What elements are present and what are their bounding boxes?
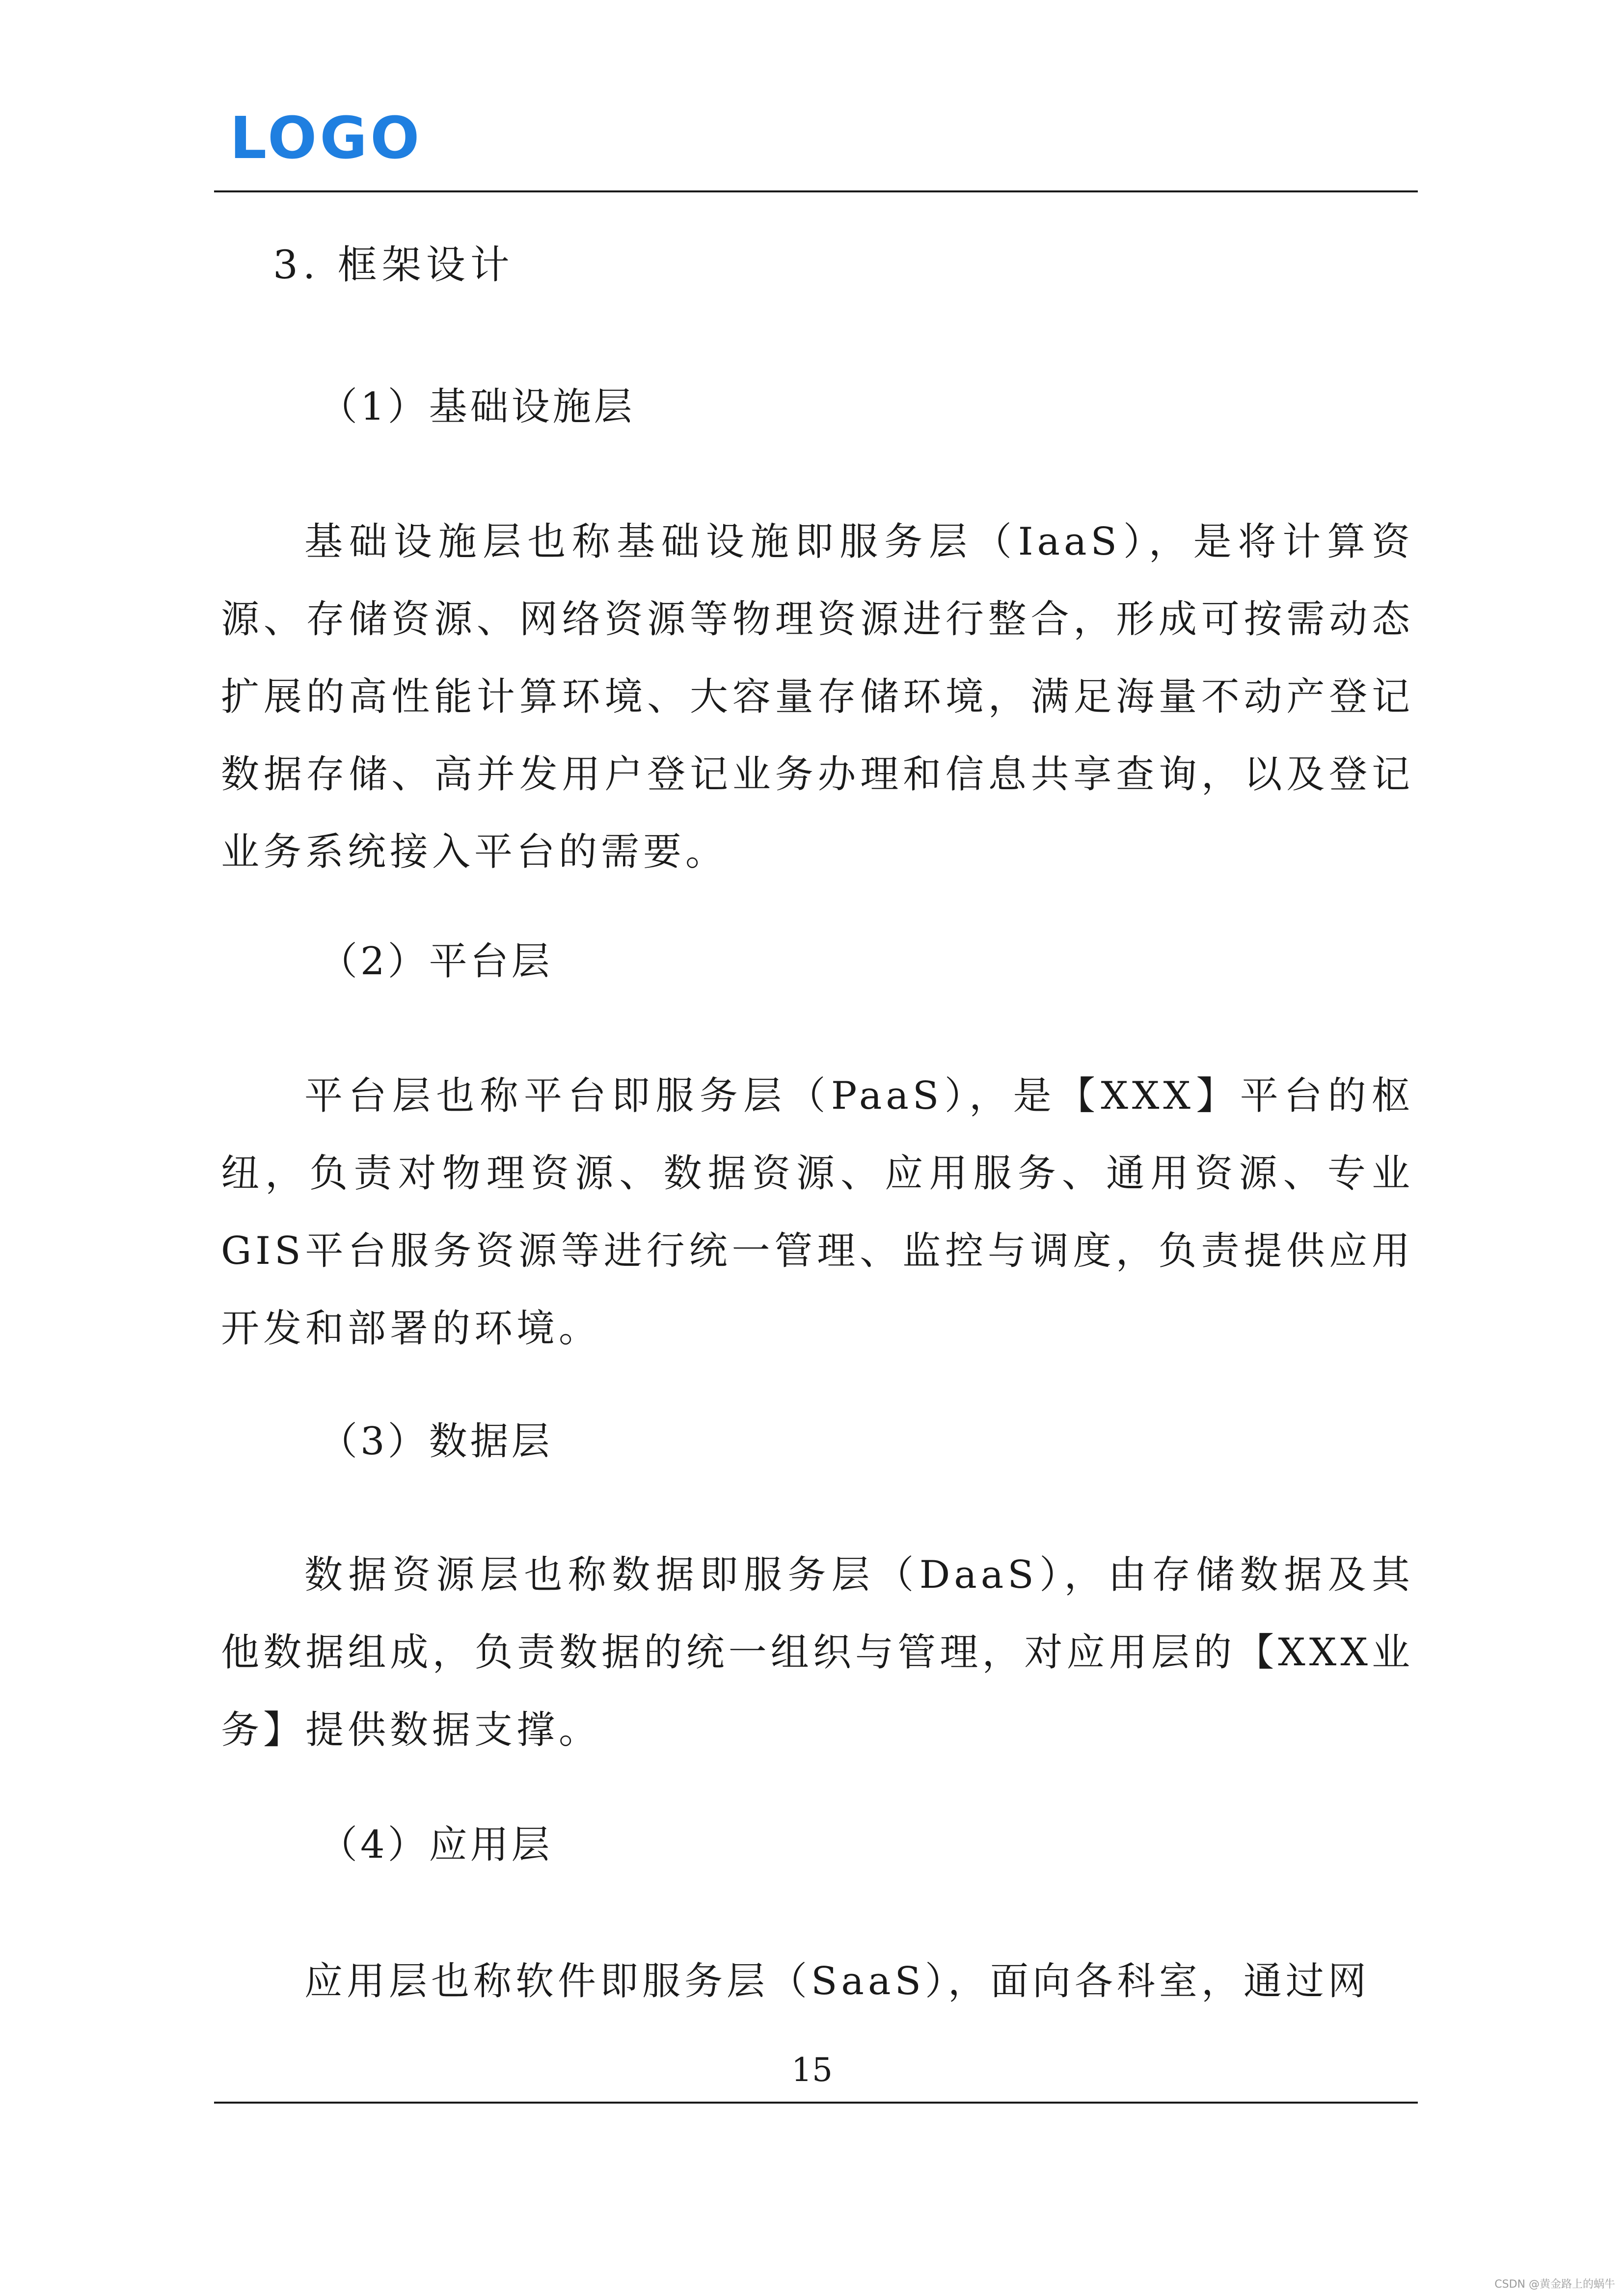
paragraph-4: 应用层也称软件即服务层（SaaS），面向各科室，通过网 bbox=[304, 1959, 1370, 2003]
paragraph-1: 基础设施层也称基础设施即服务层（IaaS），是将计算资源、存储资源、网络资源等物理资源进行整合，形成可按需动态扩展的高性能计算环境、大容量存储环境，满足海量不动产登记数据存储、高并发用户登记业务办理和信息共享查询，以及登记业务系统接入平台的需要。 bbox=[221, 520, 1414, 874]
logo: LOGO bbox=[230, 104, 423, 172]
subsection-title-2: （2）平台层 bbox=[319, 939, 553, 984]
paragraph-2: 平台层也称平台即服务层（PaaS），是【XXX】平台的枢纽，负责对物理资源、数据资源、应用服务、通用资源、专业GIS平台服务资源等进行统一管理、监控与调度，负责提供应用开发和部署的环境。 bbox=[221, 1074, 1414, 1351]
subsection-title-1: （1）基础设施层 bbox=[319, 385, 635, 429]
paragraph-3: 数据资源层也称数据即服务层（DaaS），由存储数据及其他数据组成，负责数据的统一组织与管理，对应用层的【XXX业务】提供数据支撑。 bbox=[221, 1553, 1414, 1752]
header-divider bbox=[214, 190, 1418, 192]
subsection-title-4: （4）应用层 bbox=[319, 1823, 553, 1867]
section-heading: 3. 框架设计 bbox=[273, 242, 514, 288]
subsection-title-3: （3）数据层 bbox=[319, 1419, 553, 1464]
watermark: CSDN @黄金路上的蜗牛 bbox=[1494, 2278, 1615, 2291]
page-number: 15 bbox=[791, 2051, 833, 2089]
footer-divider bbox=[214, 2102, 1418, 2104]
